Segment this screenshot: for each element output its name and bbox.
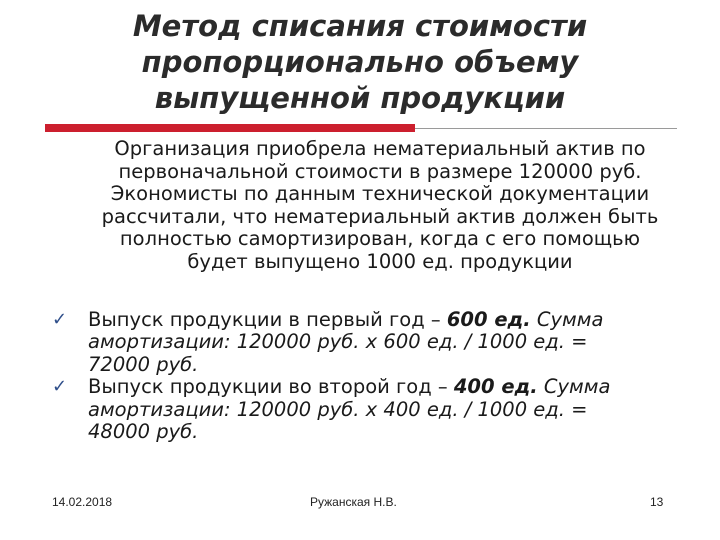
checkmark-icon: ✓ bbox=[52, 309, 68, 330]
intro-line: Организация приобрела нематериальный актив по bbox=[114, 137, 646, 160]
bullet-first-line bbox=[88, 376, 688, 398]
bullet-calc-line: 48000 руб. bbox=[88, 420, 199, 444]
bullet-amount: 600 ед. bbox=[446, 308, 531, 331]
intro-paragraph bbox=[60, 138, 700, 274]
footer-author: Ружанская Н.В. bbox=[310, 495, 397, 509]
intro-line: Экономисты по данным технической документации bbox=[110, 182, 650, 206]
bullet-calc-line: амортизации: 120000 руб. х 400 ед. / 1000 ед. = bbox=[88, 397, 588, 421]
bullet-item bbox=[48, 309, 688, 376]
footer-page-number: 13 bbox=[650, 495, 664, 509]
bullet-calc-line: амортизации: 120000 руб. х 600 ед. / 1000 ед. = bbox=[88, 330, 588, 354]
checkmark-icon: ✓ bbox=[52, 376, 68, 398]
bullet-calc-head: Сумма bbox=[537, 375, 611, 399]
bullet-list bbox=[48, 309, 688, 443]
title-line-2: пропорционально объему bbox=[141, 45, 579, 79]
bullet-first-line bbox=[88, 309, 688, 331]
bullet-calc-line: 72000 руб. bbox=[88, 352, 199, 376]
title-accent-bar bbox=[45, 124, 415, 132]
bullet-lead: Выпуск продукции в первый год – bbox=[88, 308, 447, 331]
slide-footer bbox=[0, 495, 720, 515]
bullet-amount: 400 ед. bbox=[453, 375, 538, 399]
slide-title bbox=[110, 8, 610, 116]
intro-line: рассчитали, что нематериальный актив должен быть bbox=[101, 204, 659, 228]
intro-line: будет выпущено 1000 ед. продукции bbox=[187, 249, 573, 273]
title-line-3: выпущенной продукции bbox=[154, 81, 566, 115]
bullet-lead: Выпуск продукции во второй год – bbox=[88, 375, 454, 399]
bullet-item bbox=[48, 376, 688, 443]
footer-date: 14.02.2018 bbox=[52, 495, 113, 509]
intro-line: полностью самортизирован, когда с его помощью bbox=[119, 227, 641, 251]
title-divider-line bbox=[415, 128, 677, 129]
bullet-calc-head: Сумма bbox=[530, 308, 604, 331]
intro-line: первоначальной стоимости в размере 120000 руб. bbox=[118, 159, 642, 183]
title-line-1: Метод списания стоимости bbox=[132, 9, 588, 43]
